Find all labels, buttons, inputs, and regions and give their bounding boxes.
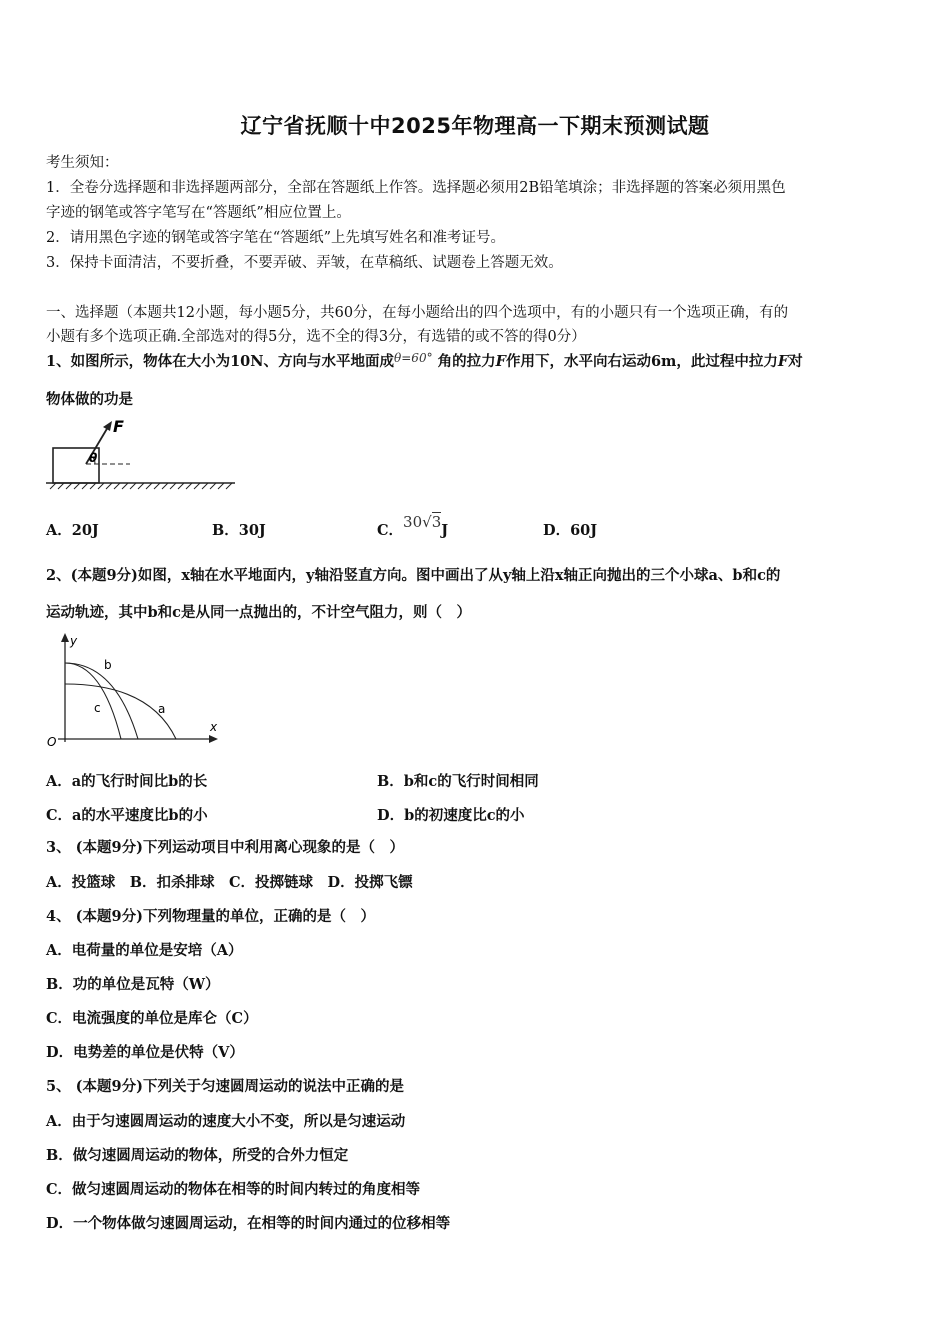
section-header: 一、选择题（本题共12小题，每小题5分，共60分，在每小题给出的四个选项中，有的小题只有一个选项正确，有的 [46, 305, 789, 321]
notice-item: 字迹的钢笔或答字笔写在“答题纸”相应位置上。 [46, 205, 351, 221]
question-1-text: 1、如图所示，物体在大小为10N、方向与水平地面成$^{\theta=60^\circ}$ 角的拉力F作用下，水平向右运动6m，此过程中拉力F对 [46, 351, 803, 370]
theta-label: θ [89, 451, 98, 465]
force-diagram [40, 413, 240, 493]
question-1-text: 物体做的功是 [46, 391, 133, 408]
q4-option-a[interactable]: A．电荷量的单位是安培（A） [46, 942, 243, 959]
force-label: F [113, 417, 124, 436]
notice-item: 1．全卷分选择题和非选择题两部分，全部在答题纸上作答。选择题必须用2B铅笔填涂；非选择题的答案必须用黑色 [46, 180, 786, 196]
q3-options[interactable]: A．投篮球 B．扣杀排球 C．投掷链球 D．投掷飞镖 [46, 874, 413, 891]
trajectory-diagram [40, 630, 230, 755]
notice-heading: 考生须知： [46, 155, 119, 171]
trajectory-b [65, 663, 138, 739]
q5-option-b[interactable]: B．做匀速圆周运动的物体，所受的合外力恒定 [46, 1147, 349, 1164]
q4-option-c[interactable]: C．电流强度的单位是库仑（C） [46, 1010, 258, 1027]
label-a: a [158, 702, 166, 716]
q2-option-a[interactable]: A．a的飞行时间比b的长 [46, 773, 208, 790]
q1-option-b[interactable]: B．30J [212, 522, 266, 539]
origin-label: O [47, 735, 57, 749]
question-4-text: 4、 (本题9分)下列物理量的单位，正确的是（ ） [46, 908, 375, 925]
q5-option-c[interactable]: C．做匀速圆周运动的物体在相等的时间内转过的角度相等 [46, 1181, 421, 1198]
q4-option-d[interactable]: D．电势差的单位是伏特（V） [46, 1044, 244, 1061]
question-2-text: 2、(本题9分)如图，x轴在水平地面内，y轴沿竖直方向。图中画出了从y轴上沿x轴正向抛出的三个小球a、b和c的 [46, 567, 781, 584]
x-axis-label: x [210, 720, 218, 734]
q1-option-c[interactable]: C．30√3J [377, 513, 449, 539]
label-b: b [104, 658, 112, 672]
q4-option-b[interactable]: B．功的单位是瓦特（W） [46, 976, 220, 993]
q1-option-a[interactable]: A．20J [46, 522, 99, 539]
q2-option-d[interactable]: D．b的初速度比c的小 [377, 807, 525, 824]
y-axis-label: y [70, 634, 78, 648]
question-2-text: 运动轨迹，其中b和c是从同一点抛出的，不计空气阻力，则（ ） [46, 604, 471, 621]
q5-option-a[interactable]: A．由于匀速圆周运动的速度大小不变，所以是匀速运动 [46, 1113, 406, 1130]
trajectory-c [65, 663, 121, 739]
notice-item: 2．请用黑色字迹的钢笔或答字笔在“答题纸”上先填写姓名和准考证号。 [46, 230, 506, 246]
q2-option-c[interactable]: C．a的水平速度比b的小 [46, 807, 208, 824]
q5-option-d[interactable]: D．一个物体做匀速圆周运动，在相等的时间内通过的位移相等 [46, 1215, 451, 1232]
question-5-text: 5、 (本题9分)下列关于匀速圆周运动的说法中正确的是 [46, 1078, 404, 1095]
page-title: 辽宁省抚顺十中2025年物理高一下期末预测试题 [240, 114, 710, 138]
notice-item: 3．保持卡面清洁，不要折叠，不要弄破、弄皱，在草稿纸、试题卷上答题无效。 [46, 255, 563, 271]
q1-option-d[interactable]: D．60J [543, 522, 598, 539]
q2-option-b[interactable]: B．b和c的飞行时间相同 [377, 773, 539, 790]
label-c: c [94, 701, 101, 715]
section-header: 小题有多个选项正确.全部选对的得5分，选不全的得3分，有选错的或不答的得0分） [46, 329, 586, 345]
sqrt-expression: 30√3 [403, 513, 442, 531]
question-3-text: 3、 (本题9分)下列运动项目中利用离心现象的是（ ） [46, 839, 404, 856]
angle-value: θ=60° [394, 351, 433, 365]
